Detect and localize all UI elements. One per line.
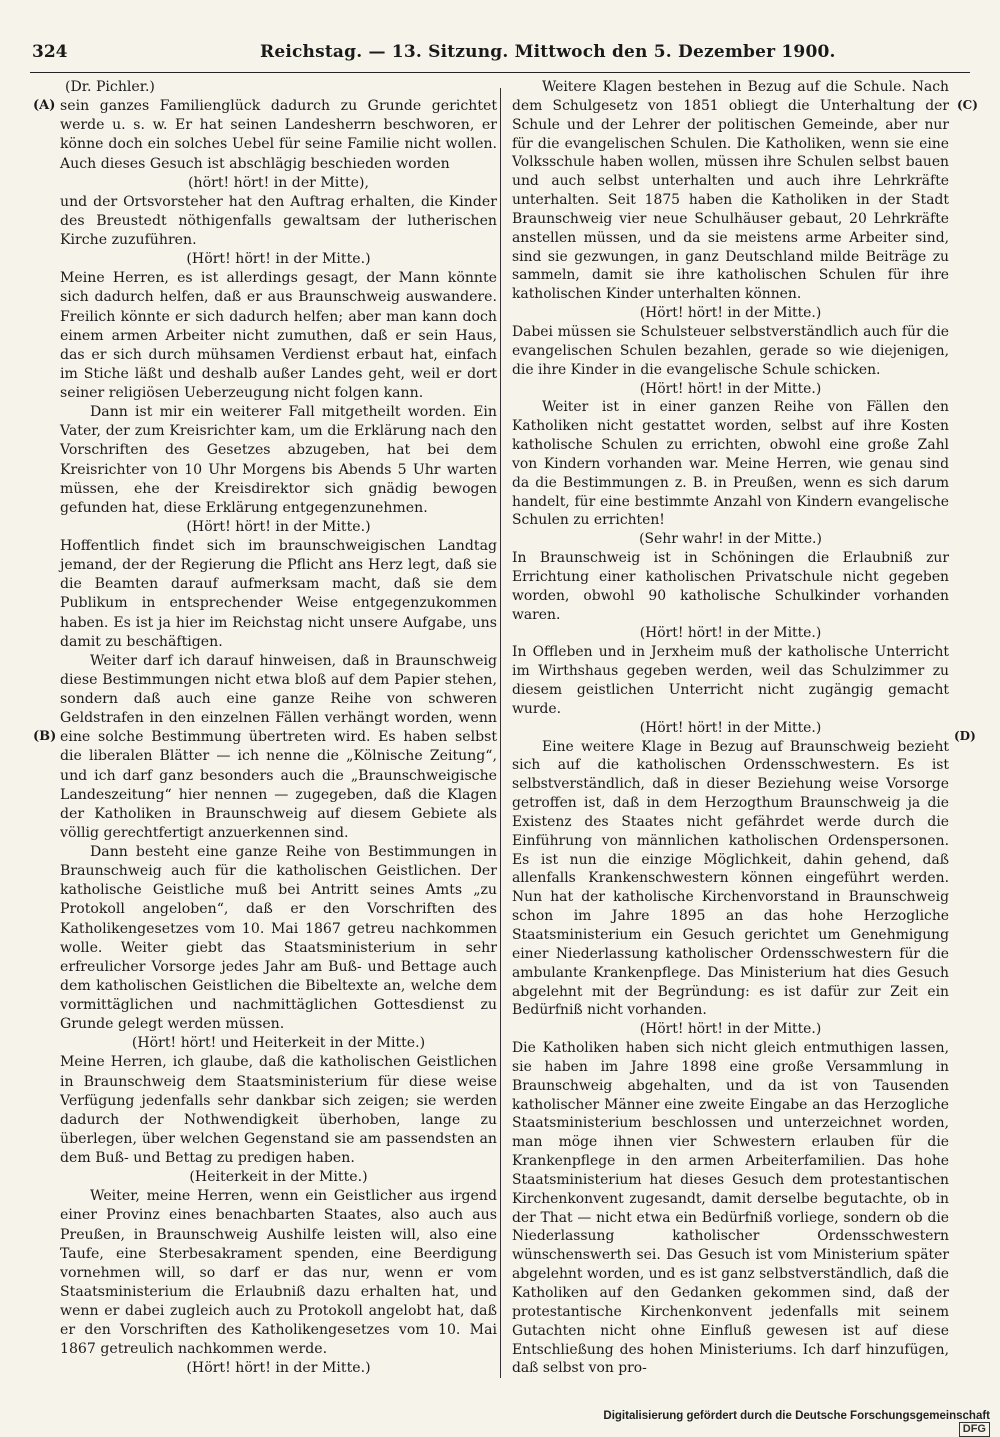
paragraph: Hoffentlich findet sich im braunschweigischen Landtag jemand, der der Regierung die Pflicht ans Herz legt, daß sie die Beamten darauf aufmerksam macht, daß sie dem Publikum in entsprechender Weise entgegenzukommen haben. Es ist ja hier im Reichstag nicht unsere Aufgabe, uns damit zu beschäftigen. xyxy=(60,538,497,650)
footer-credit-text: Digitalisierung gefördert durch die Deutsche Forschungsgemeinschaft xyxy=(603,1410,990,1422)
paragraph: Weiter darf ich darauf hinweisen, daß in Braunschweig diese Bestimmungen nicht etwa bloß auf dem Papier stehen, sondern daß auch eine ganze Reihe von schweren Geldstrafen in den einzelnen Fällen verhängt worden, wenn eine solche Bestimmung übertreten wird. Es haben selbst die liberalen Blätter — ich nenne die „Kölnische Zeitung“, und ich darf ganz besonders auch die „Braunschweigische Landeszeitung“ hier nennen — zugegeben, daß die Klagen der Katholiken in Braunschweig auf diesem Gebiete als völlig gerechtfertigt anzuerkennen sind. xyxy=(60,652,497,841)
paragraph: sein ganzes Familienglück dadurch zu Grunde gerichtet werde u. s. w. Er hat seinen Landesherrn beschworen, er könne doch ein solches Uebel für seine Familie nicht wollen. Auch dieses Gesuch ist abschlägig beschieden worden xyxy=(60,98,497,172)
paragraph: Dabei müssen sie Schulsteuer selbstverständlich auch für die evangelischen Schulen bezahlen, gerade so wie diejenigen, die ihre Kinder in die evangelische Schule schicken. xyxy=(512,323,949,378)
margin-mark-c: (C) xyxy=(957,98,978,112)
interjection: (Hört! hört! in der Mitte.) xyxy=(639,1021,822,1038)
interjection: (Hört! hört! in der Mitte.) xyxy=(186,251,371,268)
paragraph: und der Ortsvorsteher hat den Auftrag erhalten, die Kinder des Breustedt nöthigenfalls gewaltsam der lutherischen Kirche zuzuführen. xyxy=(60,193,497,248)
paragraph: Meine Herren, es ist allerdings gesagt, der Mann könnte sich dadurch helfen, daß er aus Braunschweig auswandere. Freilich könnte er sich dadurch helfen; aber man kann doch einem armen Arbeiter nicht zumuthen, daß er sein Haus, das er sich durch mühsamen Verdienst erbaut hat, einfach im Stiche läßt und deshalb außer Landes geht, weil er dort seiner religiösen Ueberzeugung nicht folgen kann. xyxy=(60,270,497,401)
interjection: (Sehr wahr! in der Mitte.) xyxy=(639,531,822,548)
interjection: (hört! hört! in der Mitte), xyxy=(188,174,369,191)
page-header xyxy=(30,42,970,72)
paragraph: Weiter, meine Herren, wenn ein Geistlicher aus irgend einer Provinz eines benachbarten Staates, also auch aus Preußen, in Braunschweig Aushilfe leisten will, also eine Taufe, eine Sterbesakrament spenden, eine Beerdigung vornehmen will, so darf er das nur, wenn er vom Staatsministerium die Erlaubniß dazu erhalten hat, und wenn er dabei zugleich auch zu Protokoll angelobt hat, daß er den Vorschriften des Katholikengesetzes vom 10. Mai 1867 getreulich nachkommen werde. xyxy=(60,1188,497,1358)
paragraph: Dann ist mir ein weiterer Fall mitgetheilt worden. Ein Vater, der zum Kreisrichter kam, um die Erklärung nach den Vorschriften des Gesetzes abzugeben, hat bei dem Kreisrichter von 10 Uhr Morgens bis Abends 5 Uhr warten müssen, ehe der Kreisdirektor sich gnädig bewogen gefunden hat, diese Erklärung entgegenzunehmen. xyxy=(60,404,497,516)
left-column xyxy=(60,78,497,1379)
interjection: (Hört! hört! in der Mitte.) xyxy=(639,380,822,397)
right-column xyxy=(512,78,949,1378)
paragraph: Meine Herren, ich glaube, daß die katholischen Geistlichen in Braunschweig dem Staatsministerium für diese weise Verfügung jedenfalls sehr dankbar sich zeigen; sie werden dadurch der Nothwendigkeit überhoben, lange zu überlegen, über welchen Gegenstand sie am passendsten an dem Buß- und Bettag zu predigen haben. xyxy=(60,1054,497,1166)
interjection: (Hört! hört! in der Mitte.) xyxy=(186,518,371,535)
interjection: (Hört! hört! in der Mitte.) xyxy=(639,719,822,736)
paragraph: Weiter ist in einer ganzen Reihe von Fällen den Katholiken nicht gestattet worden, selbst auf ihre Kosten katholische Schulen zu errichten, obwohl eine große Zahl von Kindern vorhanden war. Meine Herren, wie genau sind da die Bestimmungen z. B. in Preußen, wenn es sich darum handelt, für eine bestimmte Anzahl von Kindern evangelische Schulen zu errichten! xyxy=(512,399,949,529)
margin-mark-d: (D) xyxy=(954,729,976,743)
column-divider xyxy=(500,88,501,1378)
running-head: Reichstag. — 13. Sitzung. Mittwoch den 5. Dezember 1900. xyxy=(260,42,836,62)
margin-mark-b: (B) xyxy=(33,729,57,744)
paragraph: In Braunschweig ist in Schöningen die Erlaubniß zur Errichtung einer katholischen Privatschule nicht gegeben worden, obwohl 90 katholische Schulkinder vorhanden waren. xyxy=(512,550,949,623)
paragraph: Die Katholiken haben sich nicht gleich entmuthigen lassen, sie haben im Jahre 1898 eine große Versammlung in Braunschweig abgehalten, und da ist von Tausenden katholischer Männer eine zweite Eingabe an das Herzogliche Staatsministerium beschlossen und unterzeichnet worden, man möge ihnen vier Schwestern erlauben für die Krankenpflege in den armen Arbeiterfamilien. Das hohe Staatsministerium hat dieses Gesuch dem protestantischen Kirchenkonvent zugesandt, damit derselbe begutachte, ob in der That — nicht etwa ein Bedürfniß vorliege, sondern ob die Niederlassung katholischer Ordensschwestern wünschenswerth sei. Das Gesuch ist vom Ministerium später abgelehnt worden, und es ist ganz selbstverständlich, daß die Katholiken auf den Gedanken gekommen sind, daß der protestantische Kirchenkonvent jedenfalls mit seinem Gutachten nicht ohne Einfluß gewesen ist auf diese Entschließung des hohen Ministeriums. Ich darf hinzufügen, daß selbst von pro- xyxy=(512,1040,949,1377)
paragraph: Dann besteht eine ganze Reihe von Bestimmungen in Braunschweig auch für die katholischen Geistlichen. Der katholische Geistliche muß bei Antritt seines Amts „zu Protokoll angeloben“, daß er den Vorschriften des Katholikengesetzes vom 10. Mai 1867 getreu nachkommen wolle. Weiter giebt das Staatsministerium in sehr erfreulicher Vorsorge jedes Jahr am Buß- und Bettage auch dem katholischen Geistlichen die Bibeltexte an, welche dem vormittäglichen und nachmittäglichen Gottesdienst zu Grunde gelegt werden müssen. xyxy=(60,844,497,1033)
paragraph: Weitere Klagen bestehen in Bezug auf die Schule. Nach dem Schulgesetz von 1851 obliegt die Unterhaltung der Schule und der Lehrer der politischen Gemeinde, aber nur für die evangelischen Schulen. Die Katholiken, wenn sie eine Volksschule haben wollen, müssen ihre Schulen selbst bauen und auch selbst unterhalten und auch ihre Lehrkräfte unterhalten. Seit 1875 haben die Katholiken in der Stadt Braunschweig vier neue Schulhäuser gebaut, 20 Lehrkräfte anstellen müssen, und da sie meistens arme Arbeiter sind, sind sie gezwungen, in ganz Deutschland milde Beiträge zu sammeln, damit sie ihre katholischen Schulen für ihre katholischen Kinder unterhalten können. xyxy=(512,79,949,303)
interjection: (Heiterkeit in der Mitte.) xyxy=(189,1169,368,1186)
header-rule xyxy=(30,72,970,73)
interjection: (Hört! hört! in der Mitte.) xyxy=(639,305,822,322)
page-number: 324 xyxy=(32,42,68,62)
interjection: (Hört! hört! und Heiterkeit in der Mitte.) xyxy=(131,1035,426,1052)
margin-mark-a: (A) xyxy=(33,98,56,113)
dfg-logo: DFG xyxy=(959,1422,990,1437)
interjection: (Hört! hört! in der Mitte.) xyxy=(186,1360,371,1377)
interjection: (Hört! hört! in der Mitte.) xyxy=(639,625,822,642)
paragraph: Eine weitere Klage in Bezug auf Braunschweig bezieht sich auf die katholischen Ordensschwestern. Es ist selbstverständlich, daß in dieser Beziehung weise Vorsorge getroffen ist, daß in dem Herzogthum Braunschweig ja die Existenz des Staates nicht gefährdet werde durch die Einführung von männlichen katholischen Ordenspersonen. Es ist nun die einzige Möglichkeit, dahin gehend, daß allenfalls Krankenschwestern können eingeführt werden. Nun hat der katholische Kirchenvorstand in Braunschweig schon im Jahre 1895 an das hohe Herzogliche Staatsministerium ein Gesuch gerichtet um Genehmigung einer Niederlassung katholischer Ordensschwestern für die ambulante Krankenpflege. Das Ministerium hat dies Gesuch abgelehnt mit der Begründung: es ist dafür zur Zeit ein Bedürfniß nicht vorhanden. xyxy=(512,738,949,1019)
speaker-label: (Dr. Pichler.) xyxy=(65,79,155,95)
paragraph: In Offleben und in Jerxheim muß der katholische Unterricht im Wirthshaus gegeben werden, weil das Schulzimmer zu diesem geistlichen Unterricht nicht zugängig gemacht wurde. xyxy=(512,644,949,717)
footer-credit xyxy=(580,1410,990,1437)
